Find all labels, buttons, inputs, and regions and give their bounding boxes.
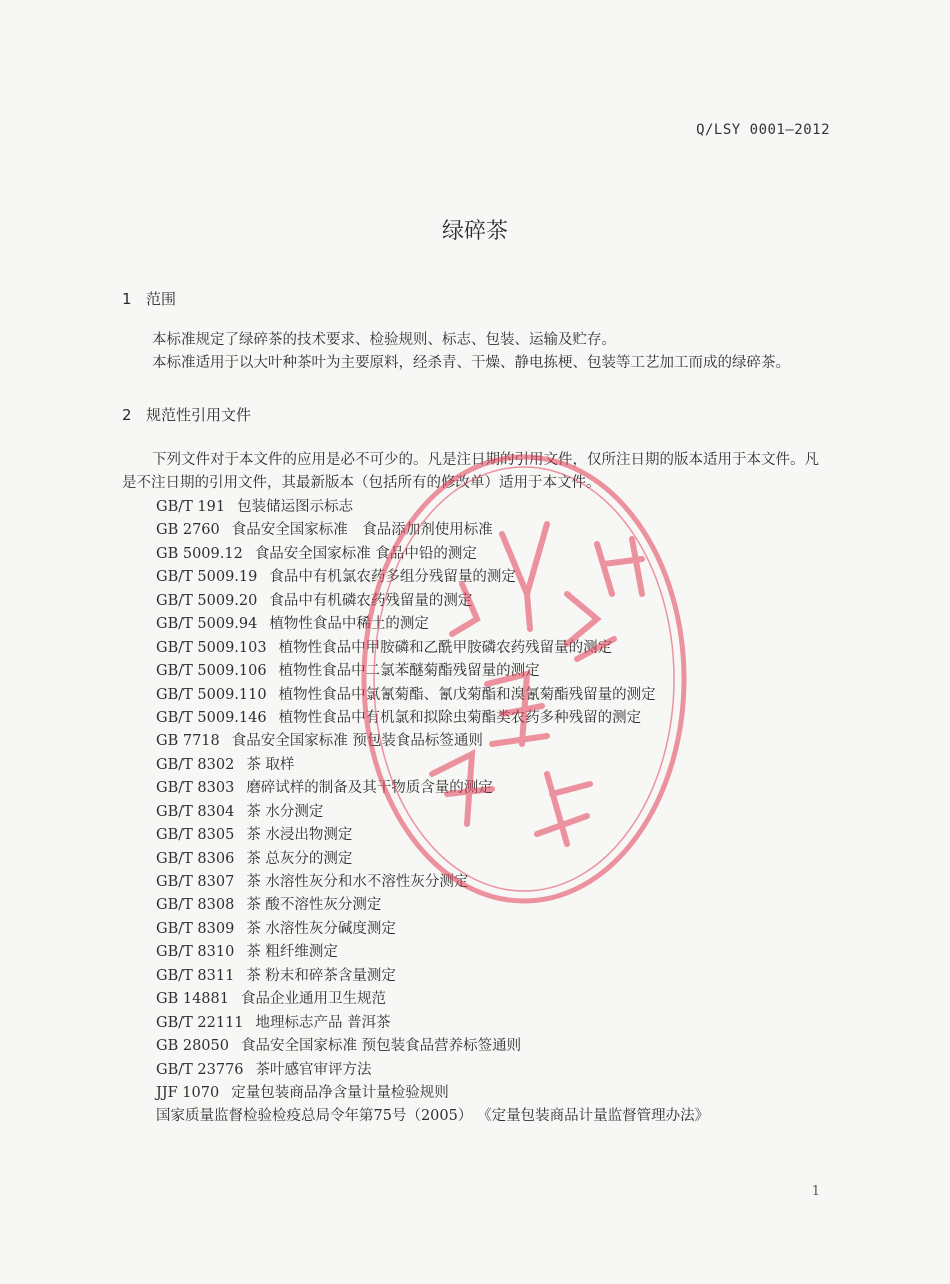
- reference-title: 食品安全国家标准 食品中铅的测定: [254, 545, 477, 562]
- reference-code: GB 28050: [156, 1038, 229, 1055]
- reference-code: GB/T 5009.106: [156, 663, 267, 680]
- section-1-paragraph: 本标准适用于以大叶种茶叶为主要原料，经杀青、干燥、静电拣梗、包装等工艺加工而成的绿碎茶。: [152, 355, 790, 371]
- reference-item: [156, 613, 709, 636]
- reference-item: [156, 1035, 709, 1058]
- reference-title: 茶 水分测定: [246, 803, 324, 820]
- section-2-heading: [122, 404, 251, 425]
- reference-code: GB/T 22111: [156, 1014, 244, 1031]
- reference-item: [156, 918, 709, 941]
- reference-title: 茶 粉末和碎茶含量测定: [246, 967, 396, 984]
- reference-title: 植物性食品中氯氰菊酯、氰戊菊酯和溴氰菊酯残留量的测定: [278, 686, 656, 703]
- reference-title: 茶 总灰分的测定: [246, 850, 353, 867]
- reference-code: GB/T 5009.19: [156, 569, 258, 586]
- reference-title: 食品企业通用卫生规范: [240, 991, 386, 1008]
- reference-item: [156, 730, 709, 753]
- reference-item: [156, 801, 709, 824]
- reference-code: GB/T 5009.146: [156, 709, 267, 726]
- reference-title: 植物性食品中甲胺磷和乙酰甲胺磷农药残留量的测定: [278, 639, 613, 656]
- reference-item: [156, 1105, 709, 1128]
- reference-item: [156, 1059, 709, 1082]
- reference-item: [156, 1082, 709, 1105]
- reference-title: 植物性食品中稀土的测定: [269, 616, 429, 633]
- reference-code: GB/T 8307: [156, 874, 235, 890]
- reference-title: 食品安全国家标准 预包装食品标签通则: [231, 733, 483, 750]
- reference-title: 茶叶感官审评方法: [255, 1061, 372, 1078]
- reference-item: [156, 566, 709, 589]
- reference-code: GB/T 23776: [156, 1061, 244, 1078]
- reference-code: GB 7718: [156, 733, 220, 750]
- reference-title: 食品中有机磷农药残留量的测定: [269, 592, 473, 609]
- reference-code: GB/T 8305: [156, 827, 235, 844]
- reference-list: [156, 496, 709, 1129]
- reference-item: [156, 824, 709, 847]
- reference-code: GB 2760: [156, 522, 220, 539]
- section-1-number: 1: [122, 290, 132, 308]
- reference-title: 地理标志产品 普洱茶: [255, 1014, 391, 1031]
- reference-code: GB/T 5009.20: [156, 592, 258, 609]
- reference-item: [156, 637, 709, 660]
- reference-item: [156, 660, 709, 683]
- reference-item: [156, 519, 709, 542]
- reference-title: 包装储运图示标志: [237, 499, 354, 515]
- reference-code: GB/T 191: [156, 499, 226, 515]
- document-title: 绿碎茶: [441, 219, 508, 244]
- reference-code: GB/T 5009.110: [156, 686, 267, 703]
- reference-item: [156, 707, 709, 730]
- reference-title: 茶 粗纤维测定: [246, 944, 338, 961]
- reference-code: GB/T 8304: [156, 803, 235, 820]
- reference-code: GB/T 8310: [156, 944, 235, 961]
- reference-item: [156, 777, 709, 800]
- reference-code: GB/T 5009.103: [156, 639, 267, 656]
- reference-title: 茶 取样: [246, 756, 295, 773]
- section-2-intro-text: 下列文件对于本文件的应用是必不可少的。凡是注日期的引用文件，仅所注日期的版本适用于本文件。凡是不注日期的引用文件，其最新版本（包括所有的修改单）适用于本文件。: [122, 452, 819, 491]
- reference-item: [156, 988, 709, 1011]
- reference-item: [156, 543, 709, 566]
- reference-code: GB/T 8302: [156, 756, 235, 773]
- reference-item: [156, 871, 709, 894]
- reference-title: 食品安全国家标准 预包装食品营养标签通则: [240, 1038, 522, 1055]
- section-1-heading: [122, 288, 176, 309]
- reference-title: 植物性食品中有机氯和拟除虫菊酯类农药多种残留的测定: [278, 709, 642, 726]
- reference-title: 食品安全国家标准 食品添加剂使用标准: [231, 522, 493, 539]
- reference-title: 磨碎试样的制备及其干物质含量的测定: [246, 780, 493, 797]
- reference-code: 国家质量监督检验检疫总局令年第75号（2005）: [156, 1108, 473, 1125]
- reference-item: [156, 684, 709, 707]
- standard-code: Q/LSY 0001—2012: [696, 122, 830, 138]
- reference-item: [156, 848, 709, 871]
- reference-code: GB 14881: [156, 991, 229, 1008]
- section-2-title: 规范性引用文件: [146, 406, 252, 424]
- reference-code: GB/T 8306: [156, 850, 235, 867]
- reference-code: GB/T 8303: [156, 780, 235, 797]
- reference-title: 植物性食品中二氯苯醚菊酯残留量的测定: [278, 663, 540, 680]
- reference-title: 茶 酸不溶性灰分测定: [246, 897, 382, 914]
- section-1-body: [122, 329, 832, 375]
- section-2-number: 2: [122, 406, 132, 424]
- reference-code: GB/T 8311: [156, 967, 235, 984]
- reference-item: [156, 894, 709, 917]
- reference-code: JJF 1070: [156, 1084, 220, 1101]
- reference-code: GB 5009.12: [156, 545, 243, 562]
- reference-title: 茶 水溶性灰分和水不溶性灰分测定: [246, 874, 469, 890]
- reference-title: 食品中有机氯农药多组分残留量的测定: [269, 569, 516, 586]
- reference-item: [156, 496, 709, 519]
- reference-code: GB/T 8309: [156, 920, 235, 937]
- section-1-paragraph: 本标准规定了绿碎茶的技术要求、检验规则、标志、包装、运输及贮存。: [152, 332, 616, 348]
- reference-code: GB/T 8308: [156, 897, 235, 914]
- section-1-title: 范围: [146, 290, 177, 308]
- reference-title: 定量包装商品净含量计量检验规则: [231, 1084, 449, 1101]
- reference-code: GB/T 5009.94: [156, 616, 258, 633]
- reference-title: 《定量包装商品计量监督管理办法》: [484, 1108, 710, 1125]
- section-2-intro: [122, 449, 832, 495]
- reference-item: [156, 754, 709, 777]
- reference-item: [156, 941, 709, 964]
- reference-item: [156, 590, 709, 613]
- page-number: 1: [811, 1184, 820, 1199]
- reference-item: [156, 1012, 709, 1035]
- reference-title: 茶 水浸出物测定: [246, 827, 353, 844]
- reference-item: [156, 965, 709, 988]
- reference-title: 茶 水溶性灰分碱度测定: [246, 920, 396, 937]
